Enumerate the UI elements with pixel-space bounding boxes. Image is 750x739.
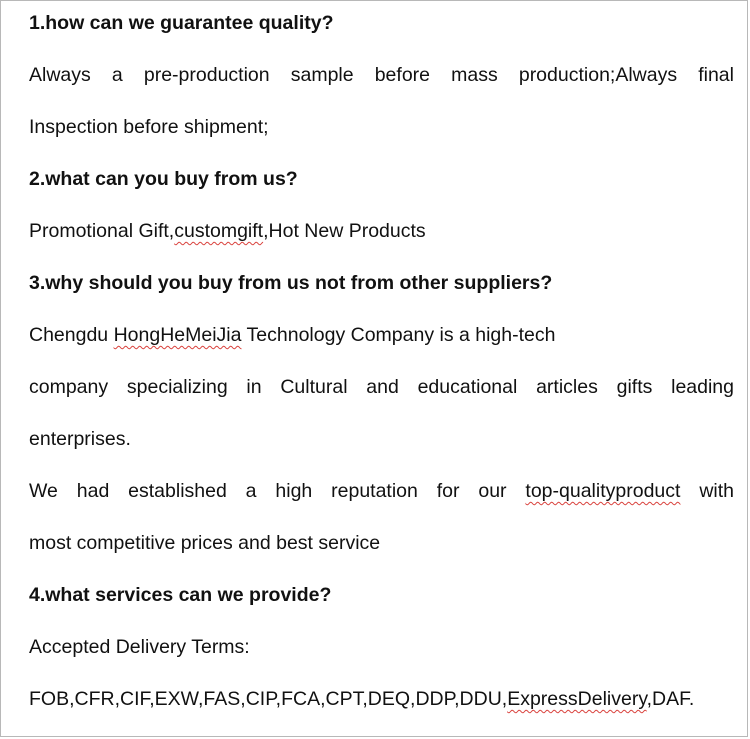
answer-3-line-2: company specializing in Cultural and educational articles gifts leading	[29, 376, 734, 398]
answer-2-text: ,Hot New Products	[263, 220, 426, 242]
answer-3-line-3: enterprises.	[29, 428, 131, 450]
answer-4-line-1: Accepted Delivery Terms:	[29, 636, 250, 658]
answer-3-text: Chengdu	[29, 324, 114, 346]
answer-3-text: We had established a high reputation for our	[29, 480, 507, 502]
answer-3-text: with	[699, 480, 734, 502]
question-4: 4.what services can we provide?	[29, 584, 332, 606]
answer-1-line-1: Always a pre-production sample before mass production;Always final	[29, 64, 734, 86]
answer-3-text: Technology Company is a high-tech	[241, 324, 556, 346]
question-3: 3.why should you buy from us not from other suppliers?	[29, 272, 553, 294]
answer-2	[29, 218, 734, 244]
question-1: 1.how can we guarantee quality?	[29, 12, 334, 34]
spellcheck-word: HongHeMeiJia	[113, 324, 242, 346]
question-2: 2.what can you buy from us?	[29, 168, 298, 190]
answer-4-text: ,DAF.	[646, 688, 695, 710]
spellcheck-word: ExpressDelivery	[507, 688, 647, 710]
spellcheck-word: top-qualityproduct	[525, 480, 681, 502]
answer-3-line-4	[29, 478, 734, 504]
answer-3-line-1	[29, 322, 734, 348]
answer-4-text: FOB,CFR,CIF,EXW,FAS,CIP,FCA,CPT,DEQ,DDP,DDU,	[29, 688, 508, 710]
answer-4-line-2	[29, 686, 734, 712]
answer-3-line-5: most competitive prices and best service	[29, 532, 381, 554]
answer-1-line-2: Inspection before shipment;	[29, 116, 269, 138]
answer-2-text: Promotional Gift,	[29, 220, 175, 242]
spellcheck-word: customgift	[174, 220, 264, 242]
